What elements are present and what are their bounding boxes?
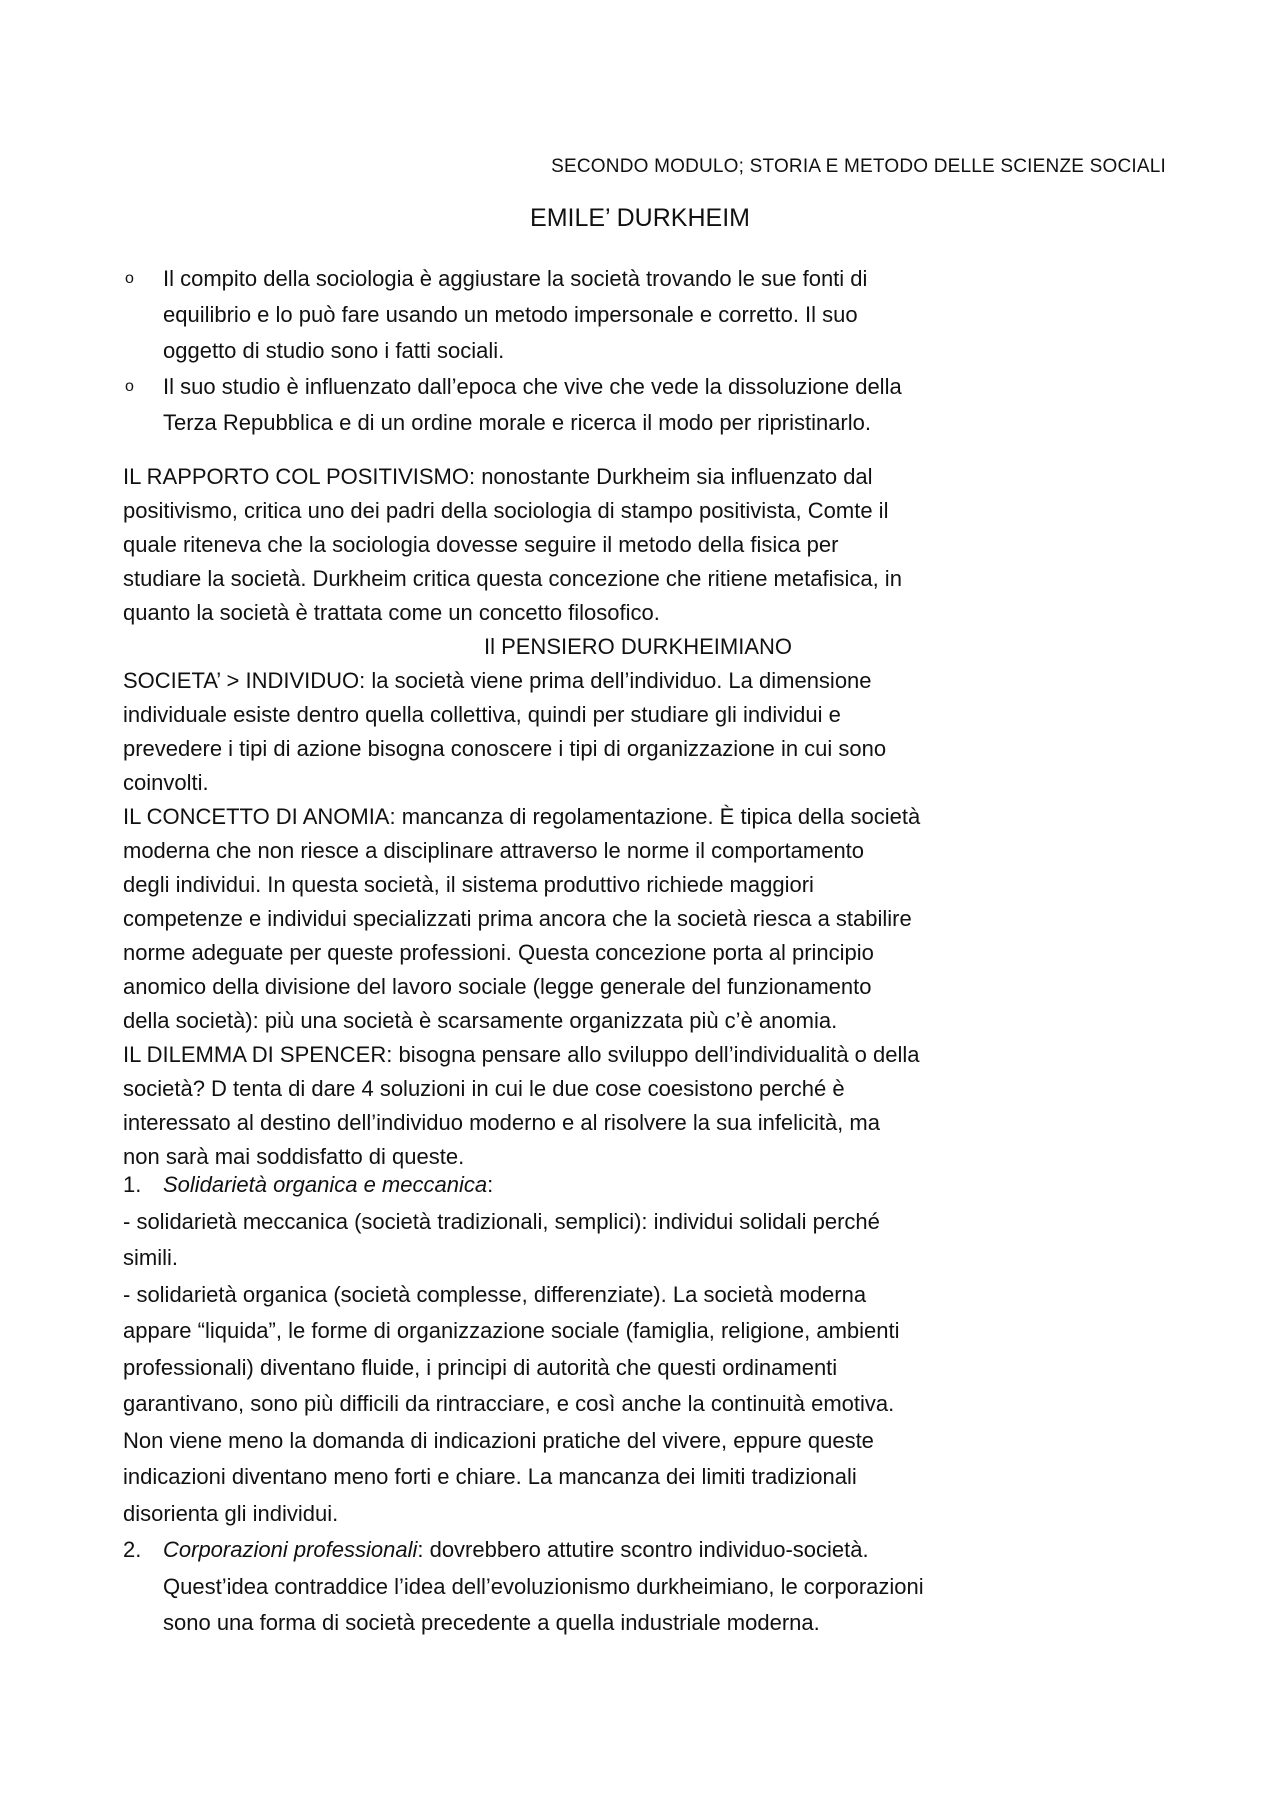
body-line: anomico della divisione del lavoro sociale (legge generale del funzionamento	[123, 974, 872, 999]
solution-1-line: disorienta gli individui.	[123, 1500, 339, 1526]
body-line: degli individui. In questa società, il sistema produttivo richiede maggiori	[123, 872, 814, 897]
body-line: quanto la società è trattata come un concetto filosofico.	[123, 600, 660, 625]
body-line: moderna che non riesce a disciplinare attraverso le norme il comportamento	[123, 838, 865, 863]
body-line: IL DILEMMA DI SPENCER: bisogna pensare allo sviluppo dell’individualità o della	[123, 1042, 920, 1067]
body-line: società? D tenta di dare 4 soluzioni in cui le due cose coesistono perché è	[123, 1076, 845, 1101]
solution-1-colon: :	[487, 1172, 494, 1197]
solution-1-line: Non viene meno la domanda di indicazioni pratiche del vivere, eppure queste	[123, 1427, 874, 1453]
solution-1-line: - solidarietà organica (società complesse, differenziate). La società moderna	[123, 1281, 867, 1307]
solutions-list	[123, 1167, 924, 1642]
body-text	[123, 460, 1153, 1174]
bullet-text: oggetto di studio sono i fatti sociali.	[163, 338, 505, 363]
circle-bullet-icon: o	[125, 378, 134, 395]
body-line: positivismo, critica uno dei padri della sociologia di stampo positivista, Comte il	[123, 498, 889, 523]
solution-1-line: appare “liquida”, le forme di organizzazione sociale (famiglia, religione, ambienti	[123, 1318, 900, 1343]
body-line: competenze e individui specializzati prima ancora che la società riesca a stabilire	[123, 906, 912, 931]
body-line: non sarà mai soddisfatto di queste.	[123, 1144, 465, 1169]
bullet-line	[123, 369, 902, 405]
body-line: IL CONCETTO DI ANOMIA: mancanza di regolamentazione. È tipica della società	[123, 804, 921, 829]
solution-2-line: Quest’idea contraddice l’idea dell’evoluzionismo durkheimiano, le corporazioni	[163, 1573, 924, 1599]
bullet-line	[123, 297, 902, 333]
list-number: 2.	[123, 1537, 142, 1562]
body-line: norme adeguate per queste professioni. Questa concezione porta al principio	[123, 940, 874, 965]
body-line: prevedere i tipi di azione bisogna conoscere i tipi di organizzazione in cui sono	[123, 736, 887, 761]
solution-2-heading	[123, 1532, 924, 1569]
bullet-line	[123, 261, 902, 297]
body-line: interessato al destino dell’individuo moderno e al risolvere la sua infelicità, ma	[123, 1110, 880, 1135]
solution-1-line: indicazioni diventano meno forti e chiare. La mancanza dei limiti tradizionali	[123, 1464, 857, 1489]
bullet-text: Terza Repubblica e di un ordine morale e ricerca il modo per ripristinarlo.	[163, 410, 871, 435]
bullet-line	[123, 333, 902, 369]
solution-2-text: : dovrebbero attutire scontro individuo-società.	[417, 1537, 869, 1562]
solution-1-title: Solidarietà organica e meccanica	[163, 1172, 488, 1197]
body-line: studiare la società. Durkheim critica questa concezione che ritiene metafisica, in	[123, 566, 902, 591]
solution-2-title: Corporazioni professionali	[163, 1537, 418, 1562]
solution-1-line: garantivano, sono più difficili da rintracciare, e così anche la continuità emotiva.	[123, 1391, 895, 1416]
solution-1-heading	[123, 1167, 924, 1204]
body-line: individuale esiste dentro quella collettiva, quindi per studiare gli individui e	[123, 702, 841, 727]
list-number: 1.	[123, 1172, 142, 1197]
solution-2-line: sono una forma di società precedente a quella industriale moderna.	[163, 1610, 820, 1635]
document-title	[0, 204, 1280, 233]
bullet-line	[123, 405, 902, 441]
solution-1-line: - solidarietà meccanica (società tradizionali, semplici): individui solidali perché	[123, 1208, 880, 1234]
bullet-text: Il compito della sociologia è aggiustare la società trovando le sue fonti di	[163, 266, 868, 291]
body-line: coinvolti.	[123, 770, 209, 795]
solution-1-line: simili.	[123, 1245, 178, 1270]
body-line: della società): più una società è scarsamente organizzata più c’è anomia.	[123, 1008, 838, 1033]
bullet-text: Il suo studio è influenzato dall’epoca che vive che vede la dissoluzione della	[163, 374, 902, 399]
document-header: SECONDO MODULO; STORIA E METODO DELLE SCIENZE SOCIALI	[551, 156, 1166, 177]
intro-bullet-list	[123, 261, 902, 441]
body-line: IL RAPPORTO COL POSITIVISMO: nonostante Durkheim sia influenzato dal	[123, 464, 873, 489]
body-line: SOCIETA’ > INDIVIDUO: la società viene prima dell’individuo. La dimensione	[123, 668, 872, 693]
title-text: EMILE’ DURKHEIM	[530, 204, 750, 232]
section-heading: Il PENSIERO DURKHEIMIANO	[483, 634, 793, 659]
solution-1-line: professionali) diventano fluide, i principi di autorità che questi ordinamenti	[123, 1354, 838, 1380]
circle-bullet-icon: o	[125, 270, 134, 287]
bullet-text: equilibrio e lo può fare usando un metodo impersonale e corretto. Il suo	[163, 302, 858, 327]
body-line: quale riteneva che la sociologia dovesse seguire il metodo della fisica per	[123, 532, 839, 557]
